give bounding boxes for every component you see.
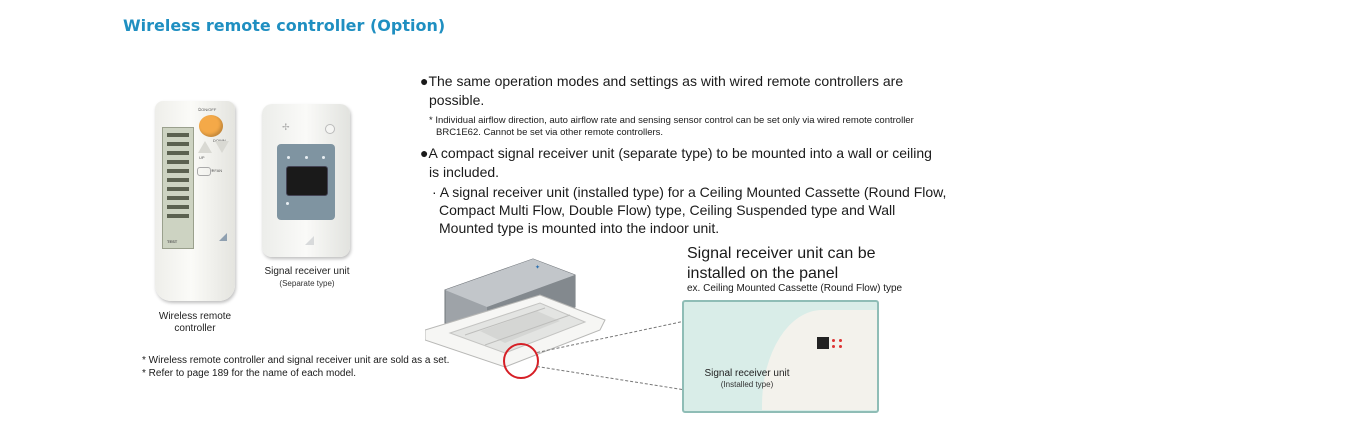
note-1-line-1: * Individual airflow direction, auto airflow rate and sensing sensor control can be set only via wired remote controller [429, 115, 914, 126]
remote-caption: Wireless remote controller [158, 311, 232, 334]
up-label: UP [199, 155, 205, 160]
cassette-logo-icon: ✦ [535, 265, 541, 271]
installed-receiver-icon [817, 337, 829, 349]
brand-logo-icon [305, 236, 314, 245]
test-label: TEST [167, 239, 178, 244]
down-label: DOWN [213, 138, 226, 143]
fan-label: ❄FAN [211, 168, 223, 173]
bullet-1-line-2: possible. [429, 92, 485, 108]
receiver-button-icon [325, 124, 335, 134]
section-heading: Wireless remote controller (Option) [123, 16, 446, 35]
bullet-2-line-2: is included. [429, 164, 500, 180]
sub-bullet-line-2: Compact Multi Flow, Double Flow) type, Ceiling Suspended type and Wall [439, 202, 896, 218]
brand-logo-icon [219, 233, 227, 241]
panel-note-example: ex. Ceiling Mounted Cassette (Round Flow) type [687, 283, 903, 294]
down-arrow-icon [215, 141, 229, 153]
receiver-symbol-icon: ✢ [282, 122, 290, 132]
panel-corner-image [762, 310, 879, 410]
receiver-subcaption: (Separate type) [279, 279, 335, 288]
bullet-2-line-1: ●A compact signal receiver unit (separate type) to be mounted into a wall or ceiling [420, 145, 932, 161]
receiver-caption: Signal receiver unit [264, 266, 350, 277]
installed-receiver-callout [682, 300, 879, 413]
sub-bullet-line-3: Mounted type is mounted into the indoor unit. [439, 220, 720, 236]
lcd-display-icon [162, 127, 194, 249]
on-off-label: ⏻ON/OFF [198, 107, 217, 112]
callout-subcaption: (Installed type) [720, 380, 774, 389]
panel-note-line-2: installed on the panel [687, 265, 839, 282]
fan-button-icon [197, 167, 211, 176]
on-off-button-icon [199, 115, 223, 137]
bullet-1-line-1: ●The same operation modes and settings as with wired remote controllers are [420, 73, 904, 89]
footnote-2: * Refer to page 189 for the name of each model. [142, 368, 357, 379]
remote-controller-image [155, 101, 235, 301]
panel-note-line-1: Signal receiver unit can be [687, 245, 876, 262]
highlight-circle-icon [503, 343, 539, 379]
footnote-1: * Wireless remote controller and signal receiver unit are sold as a set. [142, 355, 450, 366]
callout-caption: Signal receiver unit [704, 368, 790, 379]
note-1-line-2: BRC1E62. Cannot be set via other remote controllers. [436, 127, 664, 138]
separate-receiver-image [262, 104, 350, 257]
sub-bullet-line-1: · A signal receiver unit (installed type) for a Ceiling Mounted Cassette (Round Flow, [432, 184, 947, 200]
receiver-screen-icon [286, 166, 328, 196]
receiver-panel [277, 144, 335, 220]
up-arrow-icon [198, 141, 212, 153]
cassette-unit-image [425, 245, 695, 375]
